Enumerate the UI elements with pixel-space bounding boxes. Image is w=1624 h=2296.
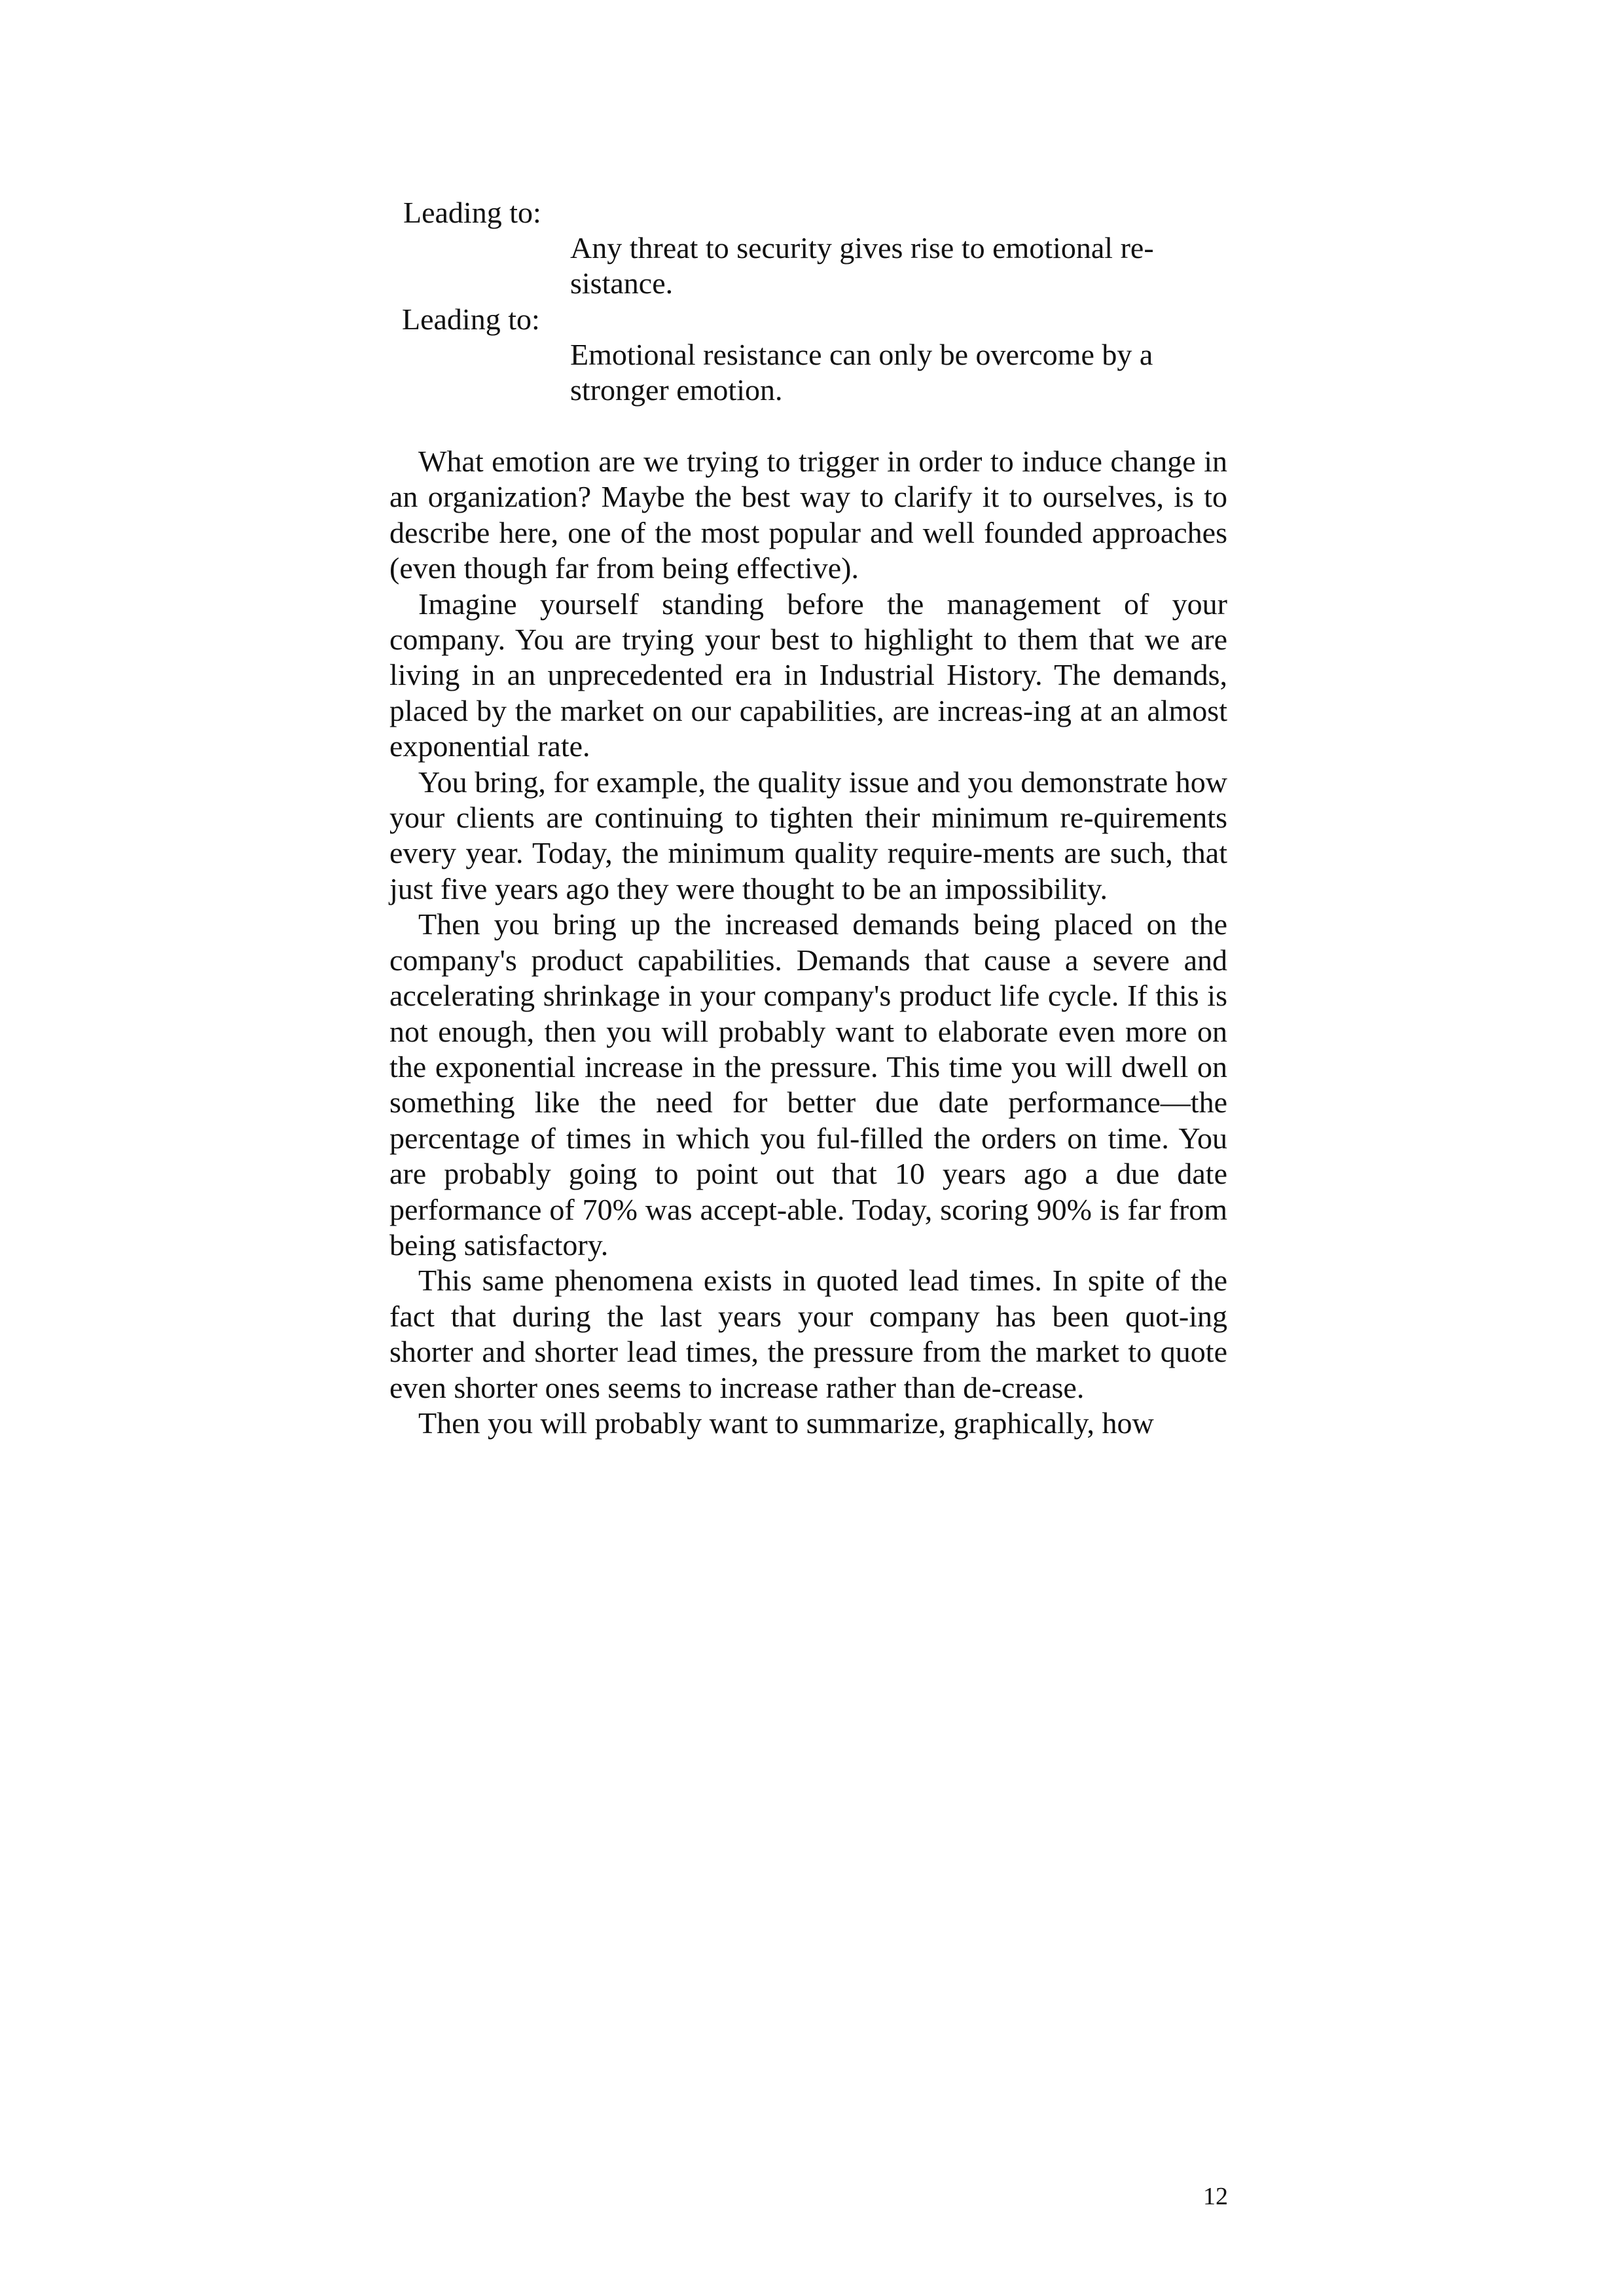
page-number: 12 <box>1203 2183 1228 2210</box>
body-text <box>389 444 1227 1441</box>
paragraph-6: Then you will probably want to summarize, graphically, how <box>418 1406 1154 1440</box>
paragraph-4: Then you bring up the increased demands being placed on the company's product capabilities. Demands that cause a severe and accelerating shrinkage in your company's product life cycle. If this is not enough, then you will probably want to elaborate even more on the exponential increase in the pressure. This time you will dwell on something like the need for better due date performance—the percentage of times in which you ful-filled the orders on time. You are probably going to point out that 10 years ago a due date performance of 70% was accept-able. Today, scoring 90% is far from being satisfactory. <box>389 907 1227 1262</box>
paragraph-5: This same phenomena exists in quoted lead times. In spite of the fact that during the last years your company has been quot-ing shorter and shorter lead times, the pressure from the market to quote even shorter ones seems to increase rather than de-crease. <box>389 1264 1227 1404</box>
paragraph-2: Imagine yourself standing before the management of your company. You are trying your best to highlight to them that we are living in an unprecedented era in Industrial History. The demands, placed by the market on our capabilities, are increas-ing at an almost exponential rate. <box>389 587 1227 763</box>
statement-2: Emotional resistance can only be overcome by a stronger emotion. <box>570 338 1153 407</box>
paragraph-3: You bring, for example, the quality issue and you demonstrate how your clients are continuing to tighten their minimum re-quirements every year. Today, the minimum quality require-ments are such, that just five years ago they were thought to be an impossibility. <box>389 765 1227 905</box>
leading-to-label-2: Leading to: <box>402 302 540 336</box>
paragraph-1: What emotion are we trying to trigger in order to induce change in an organization? Maybe the best way to clarify it to ourselves, is to describe here, one of the most popular and well founded approaches (even though far from being effective). <box>389 445 1227 585</box>
leading-to-label-1: Leading to: <box>403 196 541 229</box>
statement-1: Any threat to security gives rise to emotional re-sistance. <box>570 231 1154 301</box>
